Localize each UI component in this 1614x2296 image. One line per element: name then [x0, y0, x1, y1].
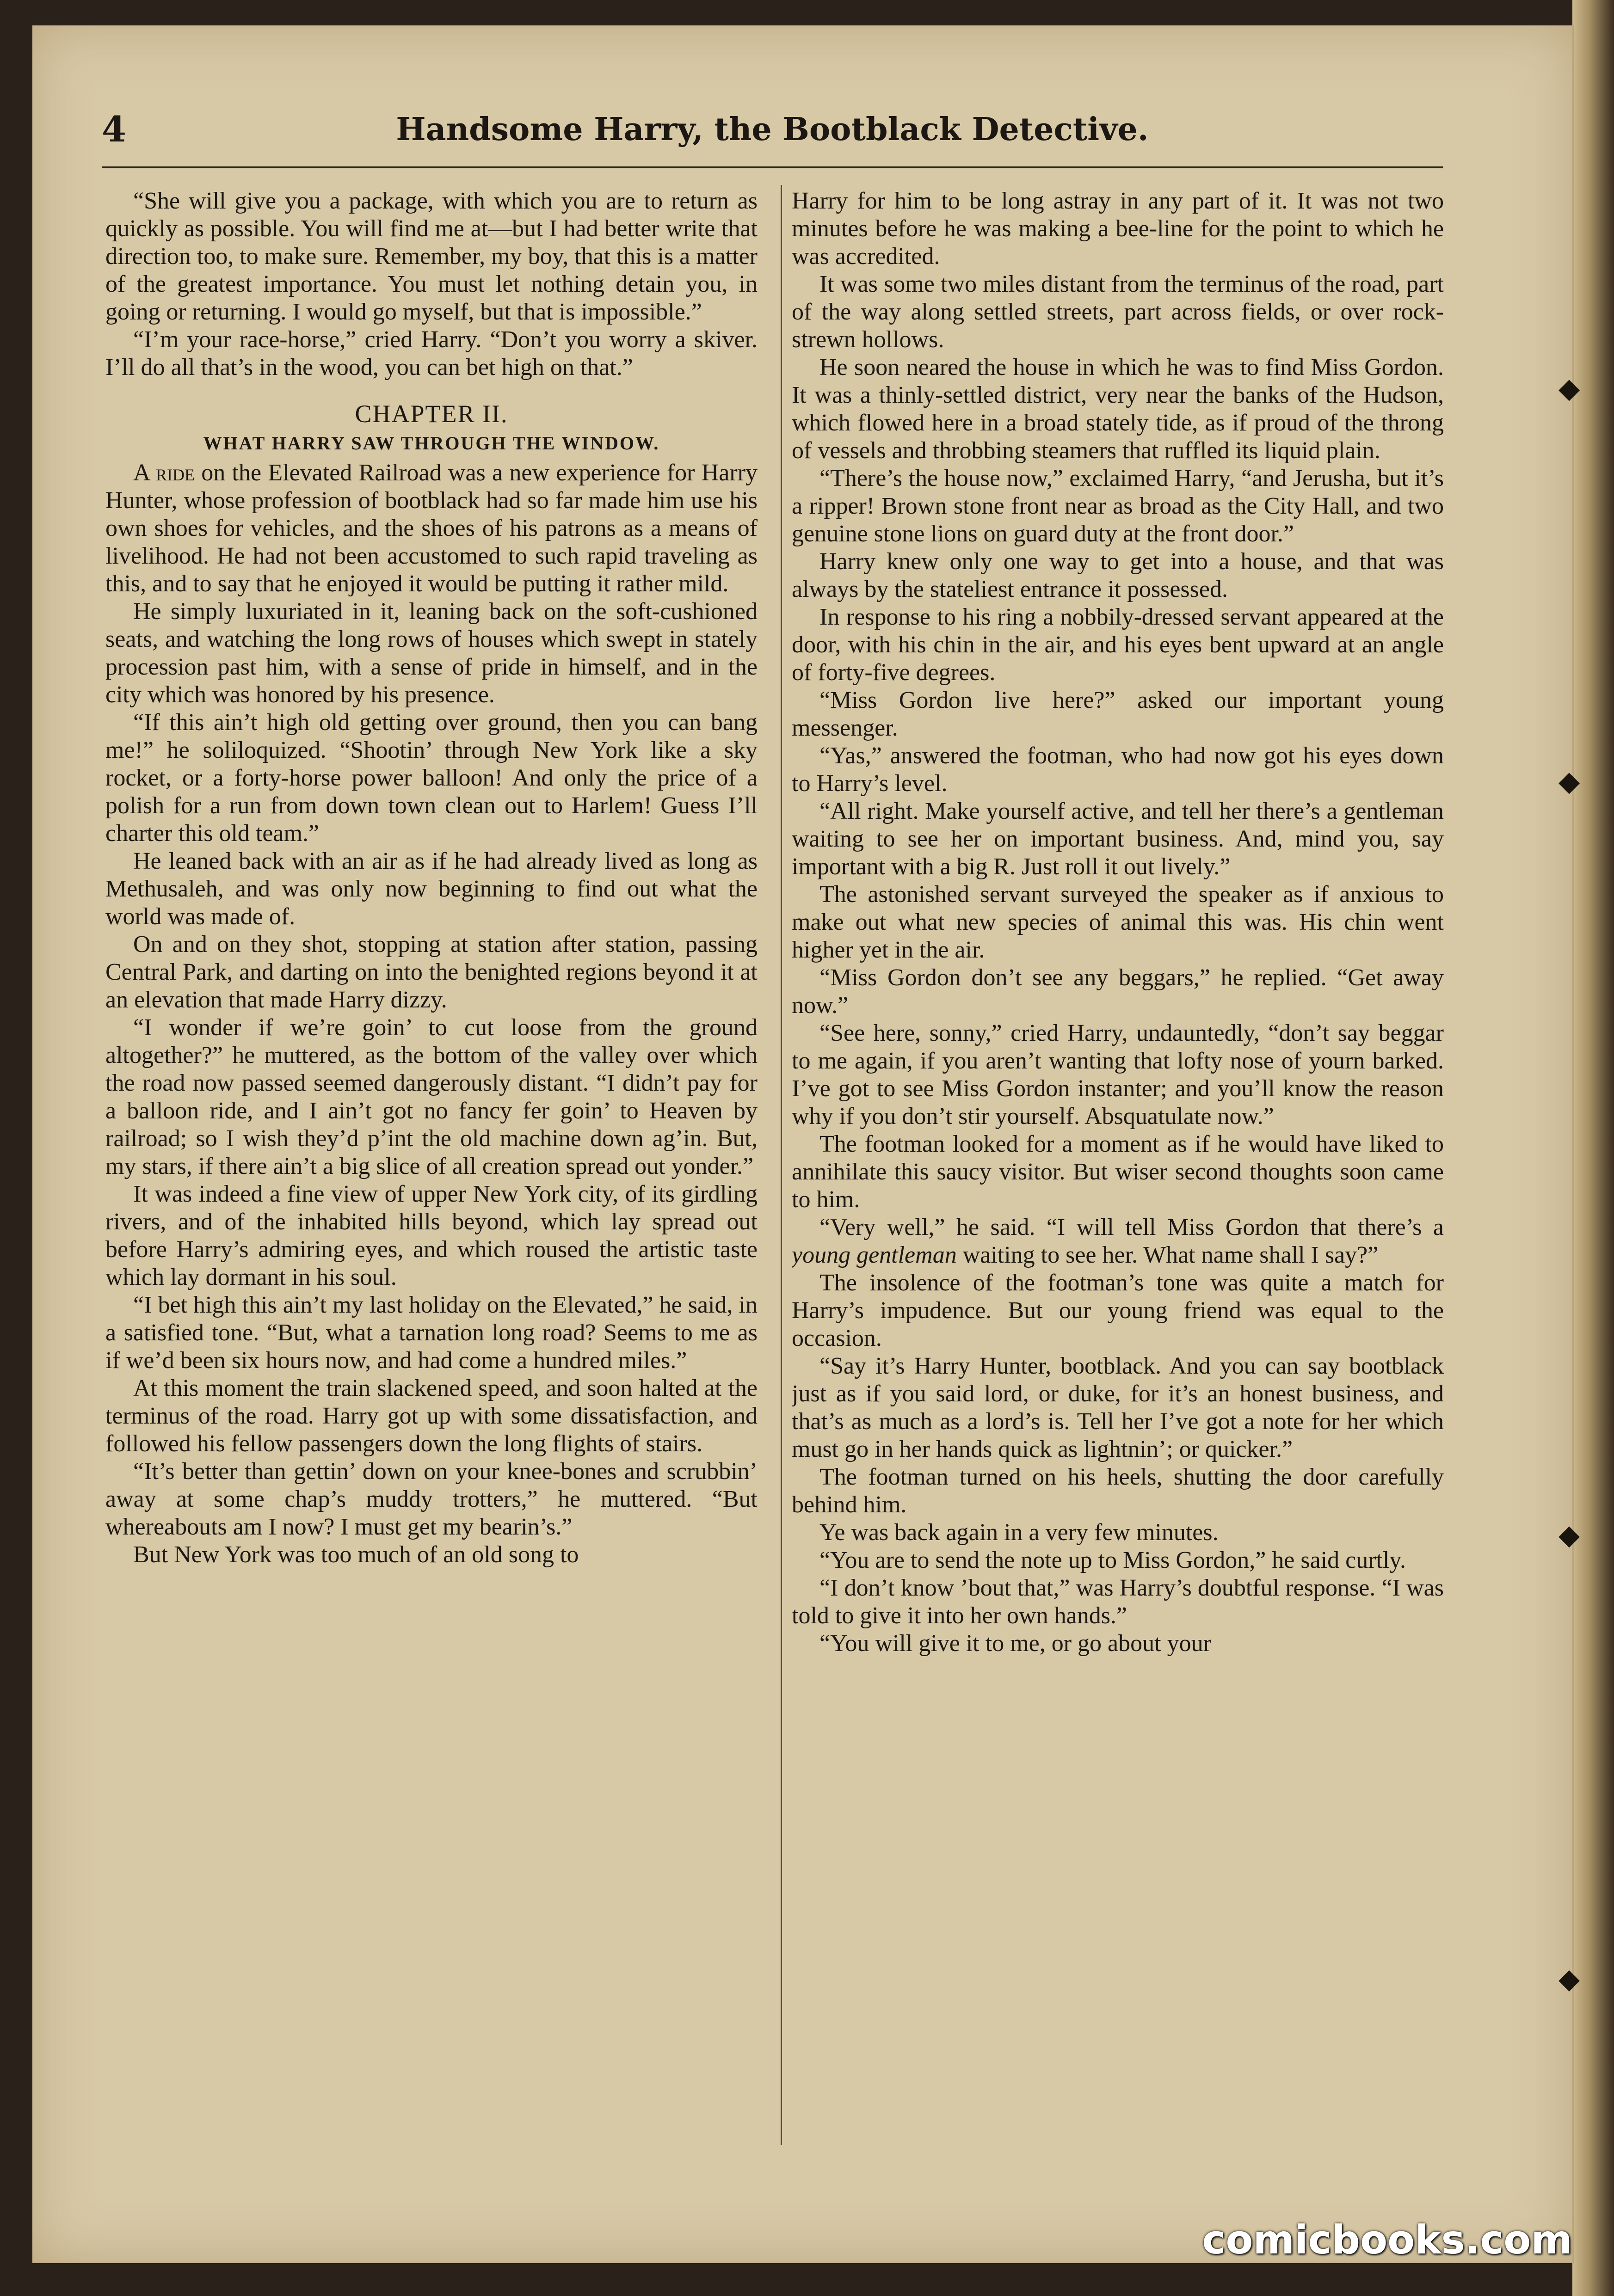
- chapter-title: CHAPTER II.: [355, 400, 508, 428]
- paragraph: “Say it’s Harry Hunter, bootblack. And you can say bootblack just as if you said lord, or duke, for it’s an honest business, and that’s as much as a lord’s is. Tell her I’ve got a note for her which must go in her hands quick as lightnin’; or quicker.”: [792, 1353, 1444, 1462]
- paragraph: “All right. Make yourself active, and tell her there’s a gentleman waiting to see her on important business. And, mind you, say important with a big R. Just roll it out lively.”: [792, 798, 1444, 880]
- paragraph: The insolence of the footman’s tone was quite a match for Harry’s impudence. But our young friend was equal to the occasion.: [792, 1270, 1444, 1351]
- paragraph: [792, 1214, 1444, 1269]
- column-divider: [781, 185, 782, 2145]
- paragraph: Harry knew only one way to get into a house, and that was always by the stateliest entrance it possessed.: [792, 548, 1444, 602]
- paragraph: “I bet high this ain’t my last holiday on the Elevated,” he said, in a satisfied tone. “But, what a tarnation long road? Seems to me as if we’d been six hours now, and had come a hundred miles.”: [105, 1292, 758, 1374]
- paragraph: “I don’t know ’bout that,” was Harry’s doubtful response. “I was told to give it into her own hands.”: [792, 1575, 1444, 1629]
- first-words: A ride: [133, 460, 195, 486]
- paragraph: He leaned back with an air as if he had already lived as long as Methusaleh, and was only now beginning to find out what the world was made of.: [105, 848, 758, 930]
- running-title: Handsome Harry, the Bootblack Detective.: [396, 111, 1149, 148]
- emphasis-text: young gentleman: [792, 1242, 957, 1268]
- paragraph: He simply luxuriated in it, leaning back on the soft-cushioned seats, and watching the long rows of houses which swept in stately procession past him, with a sense of pride in himself, and in the city which was honored by his presence.: [105, 598, 758, 708]
- binding-mark: ◆: [1559, 1963, 1580, 1995]
- page-header: [102, 104, 1443, 160]
- paragraph: But New York was too much of an old song to: [133, 1541, 579, 1568]
- paragraph: At this moment the train slackened speed, and soon halted at the terminus of the road. Harry got up with some dissatisfaction, and followed his fellow passengers down the long flights of stairs.: [105, 1375, 758, 1457]
- paragraph: “It’s better than gettin’ down on your knee-bones and scrubbin’ away at some chap’s muddy trotters,” he muttered. “But whereabouts am I now? I must get my bearin’s.”: [105, 1458, 758, 1540]
- page-number: 4: [102, 109, 126, 150]
- left-column: [105, 187, 758, 2148]
- chapter-subtitle: WHAT HARRY SAW THROUGH THE WINDOW.: [203, 433, 660, 454]
- paragraph: [105, 459, 758, 598]
- book-spine: [1572, 0, 1614, 2296]
- binding-mark: ◆: [1559, 1519, 1580, 1551]
- paragraph: The footman looked for a moment as if he would have liked to annihilate this saucy visitor. But wiser second thoughts soon came to him.: [792, 1131, 1444, 1213]
- paragraph: The astonished servant surveyed the speaker as if anxious to make out what new species of animal this was. His chin went higher yet in the air.: [792, 881, 1444, 963]
- paragraph: “I wonder if we’re goin’ to cut loose from the ground altogether?” he muttered, as the bottom of the valley over which the road now passed seemed dangerously distant. “I didn’t pay for a balloon ride, and I ain’t got no fancy fer goin’ to Heaven by railroad; so I wish they’d p’int the old machine down ag’in. But, my stars, if there ain’t a big slice of all creation spread out yonder.”: [105, 1014, 758, 1179]
- paragraph-text: “Very well,” he said. “I will tell Miss Gordon that there’s a: [819, 1214, 1444, 1240]
- paragraph: It was indeed a fine view of upper New York city, of its girdling rivers, and of the inhabited hills beyond, which lay spread out before Harry’s admiring eyes, and which roused the artistic taste which lay dormant in his soul.: [105, 1181, 758, 1290]
- paragraph-text: on the Elevated Railroad was a new experience for Harry Hunter, whose profession of bootblack had so far made him use his own shoes for vehicles, and the shoes of his patrons as a means of livelihood. He had not been accustomed to such rapid traveling as this, and to say that he enjoyed it would be putting it rather mild.: [105, 460, 758, 597]
- right-column: [792, 187, 1444, 2148]
- paragraph: Ye was back again in a very few minutes.: [819, 1519, 1219, 1546]
- paragraph: “Miss Gordon don’t see any beggars,” he replied. “Get away now.”: [792, 964, 1444, 1019]
- paragraph-text: waiting to see her. What name shall I say?”: [956, 1242, 1379, 1268]
- paragraph: “You will give it to me, or go about your: [819, 1630, 1211, 1657]
- paragraph: On and on they shot, stopping at station after station, passing Central Park, and darting on into the benighted regions beyond it at an elevation that made Harry dizzy.: [105, 931, 758, 1013]
- paragraph: It was some two miles distant from the terminus of the road, part of the way along settled streets, part across fields, or over rock-strewn hollows.: [792, 271, 1444, 353]
- paragraph: “If this ain’t high old getting over ground, then you can bang me!” he soliloquized. “Shootin’ through New York like a sky rocket, or a forty-horse power balloon! And only the price of a polish for a run from down town clean out to Harlem! Guess I’ll charter this old team.”: [105, 709, 758, 847]
- paragraph: “Yas,” answered the footman, who had now got his eyes down to Harry’s level.: [792, 743, 1444, 797]
- binding-mark: ◆: [1559, 372, 1580, 405]
- paragraph: “I’m your race-horse,” cried Harry. “Don’t you worry a skiver. I’ll do all that’s in the wood, you can bet high on that.”: [105, 326, 758, 381]
- paragraph: “She will give you a package, with which you are to return as quickly as possible. You will find me at—but I had better write that direction too, to make sure. Remember, my boy, that this is a matter of the greatest importance. You must let nothing detain you, in going or returning. I would go myself, but that is impossible.”: [105, 188, 758, 325]
- paragraph: He soon neared the house in which he was to find Miss Gordon. It was a thinly-settled district, very near the banks of the Hudson, which flowed here in a broad stately tide, as if proud of the throng of vessels and throbbing steamers that ruffled its liquid plain.: [792, 354, 1444, 464]
- paragraph: “There’s the house now,” exclaimed Harry, “and Jerusha, but it’s a ripper! Brown stone front near as broad as the City Hall, and two genuine stone lions on guard duty at the front door.”: [792, 465, 1444, 547]
- paragraph: “Miss Gordon live here?” asked our important young messenger.: [792, 687, 1444, 741]
- binding-mark: ◆: [1559, 765, 1580, 798]
- paragraph: In response to his ring a nobbily-dressed servant appeared at the door, with his chin in the air, and his eyes bent upward at an angle of forty-five degrees.: [792, 604, 1444, 686]
- paragraph: “See here, sonny,” cried Harry, undauntedly, “don’t say beggar to me again, if you aren’t wanting that lofty nose of yourn barked. I’ve got to see Miss Gordon instanter; and you’ll know the reason why if you don’t stir yourself. Absquatulate now.”: [792, 1020, 1444, 1130]
- header-rule: [102, 166, 1443, 168]
- paragraph: The footman turned on his heels, shutting the door carefully behind him.: [792, 1464, 1444, 1518]
- paragraph: Harry for him to be long astray in any part of it. It was not two minutes before he was making a bee-line for the point to which he was accredited.: [792, 188, 1444, 270]
- paragraph: “You are to send the note up to Miss Gordon,” he said curtly.: [819, 1547, 1406, 1573]
- site-watermark: comicbooks.com: [1202, 2217, 1572, 2263]
